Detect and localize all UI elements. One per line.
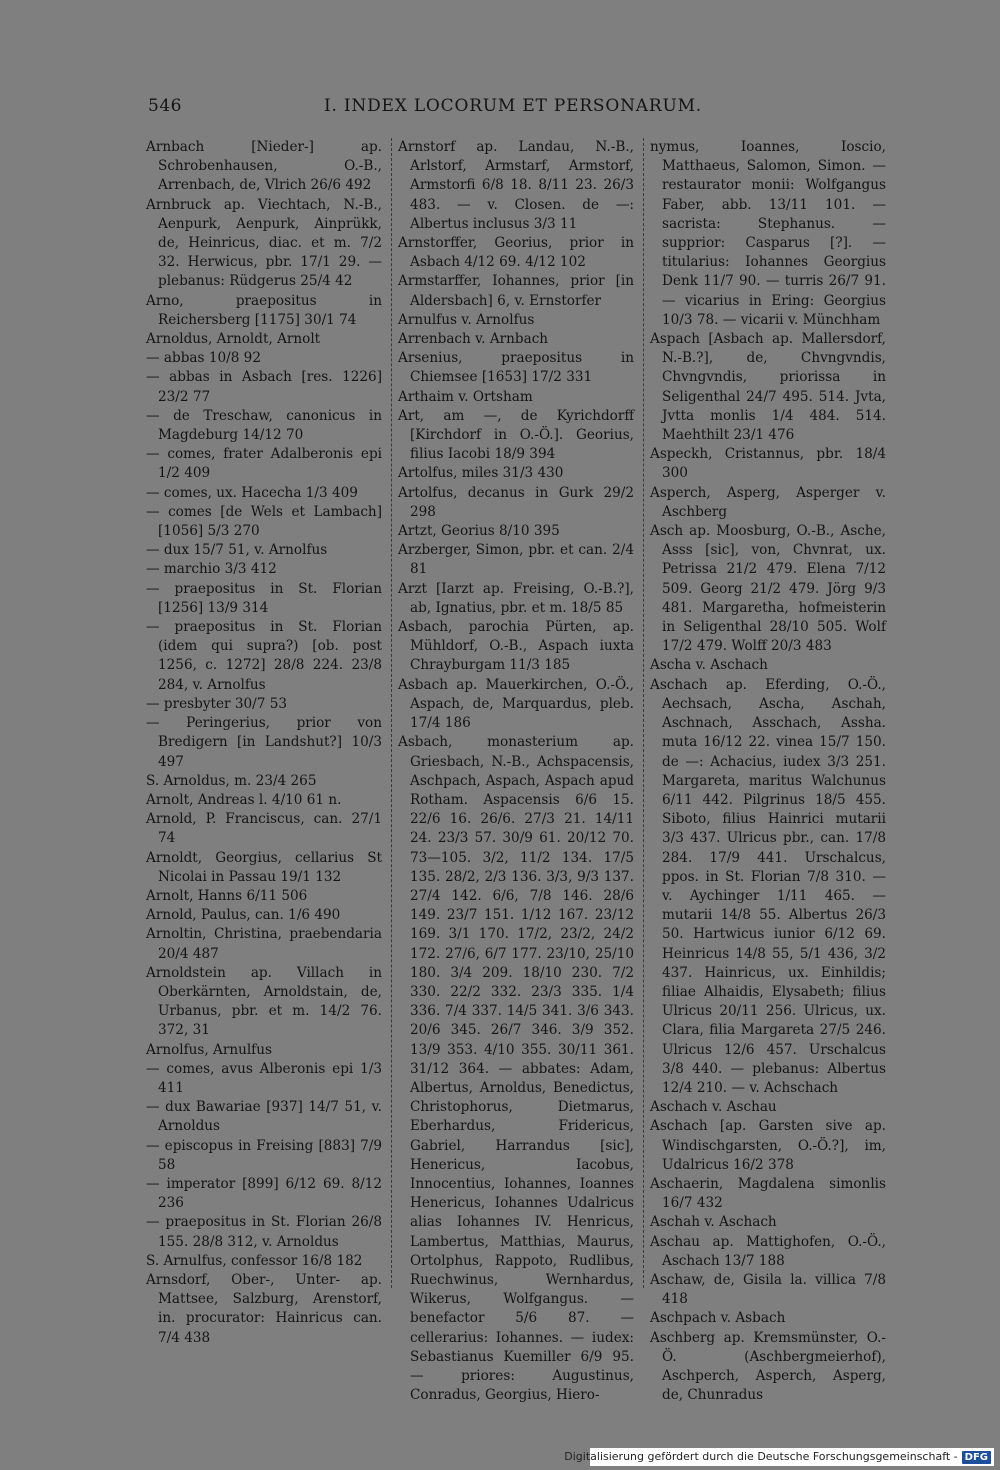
index-entry: Arnulfus v. Arnolfus bbox=[398, 311, 535, 328]
index-entry: — praepositus in St. Florian (idem qui supra?) [ob. post 1256, c. 1272] 28/8 224. 23/8 284, v. Arnolfus bbox=[146, 619, 382, 693]
index-entry: — presbyter 30/7 53 bbox=[146, 695, 287, 712]
column-divider bbox=[643, 138, 644, 1288]
index-entry: Armstarffer, Iohannes, prior [in Aldersbach] 6, v. Ernstorfer bbox=[398, 273, 634, 309]
index-entry: Artolfus, decanus in Gurk 29/2 298 bbox=[398, 484, 634, 520]
index-entry: Arnold, P. Franciscus, can. 27/1 74 bbox=[146, 811, 382, 847]
index-entry: Arno, praepositus in Reichersberg [1175] 30/1 74 bbox=[146, 292, 382, 328]
index-entry: Asbach ap. Mauerkirchen, O.-Ö., Aspach, de, Marquardus, pleb. 17/4 186 bbox=[398, 676, 634, 732]
index-entry: Arnolfus, Arnulfus bbox=[146, 1041, 272, 1058]
dfg-logo: DFG bbox=[962, 1451, 991, 1464]
column-divider bbox=[391, 138, 392, 1288]
index-entry: — marchio 3/3 412 bbox=[146, 561, 277, 578]
index-entry: — praepositus in St. Florian 26/8 155. 28/8 312, v. Arnoldus bbox=[146, 1214, 382, 1250]
index-entry: — dux Bawariae [937] 14/7 51, v. Arnoldus bbox=[146, 1099, 382, 1135]
index-entry: — praepositus in St. Florian [1256] 13/9 314 bbox=[146, 580, 382, 616]
index-entry: Arsenius, praepositus in Chiemsee [1653] 17/2 331 bbox=[398, 350, 634, 386]
index-entry: Aspeckh, Cristannus, pbr. 18/4 300 bbox=[650, 446, 886, 482]
index-entry: — abbas in Asbach [res. 1226] 23/2 77 bbox=[146, 369, 382, 405]
index-entry: Arthaim v. Ortsham bbox=[398, 388, 533, 405]
index-entry: Arnoldstein ap. Villach in Oberkärnten, Arnoldstain, de, Urbanus, pbr. et m. 14/2 76. 372, 31 bbox=[146, 964, 382, 1039]
index-entry: — comes, ux. Hacecha 1/3 409 bbox=[146, 484, 358, 501]
page-header bbox=[148, 96, 883, 124]
index-entry: Arnolt, Andreas l. 4/10 61 n. bbox=[146, 791, 342, 808]
index-entry: Arnoldus, Arnoldt, Arnolt bbox=[146, 331, 321, 348]
index-entry: S. Arnoldus, m. 23/4 265 bbox=[146, 772, 317, 789]
index-entry: Arzt [Iarzt ap. Freising, O.-B.?], ab, Ignatius, pbr. et m. 18/5 85 bbox=[398, 580, 634, 616]
index-entry: — Peringerius, prior von Bredigern [in Landshut?] 10/3 497 bbox=[146, 715, 382, 770]
index-entry: — de Treschaw, canonicus in Magdeburg 14/12 70 bbox=[146, 407, 382, 444]
index-entry: Ascha v. Aschach bbox=[650, 657, 768, 674]
index-entry: Aschah v. Aschach bbox=[650, 1214, 777, 1231]
index-entry: Asch ap. Moosburg, O.-B., Asche, Asss [sic], von, Chvnrat, ux. Petrissa 21/2 479. Elena 7/12 509. Georg 21/2 479. Jörg 9/3 481. Margaretha, hofmeisterin in Seligenthal 28/10 505. Wolf 17/2 479. Wolff 20/3 483 bbox=[650, 523, 886, 655]
index-entry: Arnstorffer, Georius, prior in Asbach 4/12 69. 4/12 102 bbox=[398, 235, 634, 271]
index-entry: Artolfus, miles 31/3 430 bbox=[398, 465, 564, 482]
index-entry: Arzberger, Simon, pbr. et can. 2/4 81 bbox=[398, 542, 634, 578]
index-column-3 bbox=[650, 138, 886, 1404]
index-entry: Art, am —, de Kyrichdorff [Kirchdorf in O.-Ö.]. Georius, filius Iacobi 18/9 394 bbox=[398, 407, 634, 463]
index-entry: Asbach, monasterium ap. Griesbach, N.-B., Achspacensis, Aschpach, Aspach, Aspach apud Rotham. Aspacensis 6/6 15. 22/6 16. 26/6. 27/3 21. 14/11 24. 23/3 57. 30/9 61. 20/12 70. 73—105. 3/2, 11/2 134. 17/5 135. 28/2, 2/3 136. 3/3, 9/3 137. 27/4 142. 6/6, 7/8 146. 28/6 149. 23/7 151. 1/12 167. 23/12 169. 3/1 170. 17/2, 23/2, 24/2 172. 27/6, 6/7 177. 23/10, 25/10 180. 3/4 209. 18/10 230. 7/2 330. 22/2 332. 23/3 335. 1/4 336. 7/4 337. 14/5 341. 3/6 343. 20/6 345. 26/7 346. 3/9 352. 13/9 353. 4/10 355. 30/11 361. 31/12 364. — abbates: Adam, Albertus, Arnoldus, Benedictus, Christophorus, Dietmarus, Eberhardus, Fridericus, Gabriel, Harrandus [sic], Henericus, Iacobus, Innocentius, Iohannes, Ioannes Henericus, Iohannes Udalricus alias Iohannes IV. Henricus, Lambertus, Matthias, Maurus, Ortolphus, Rappoto, Rudlibus, Ruechwinus, Wernhardus, Wikerus, Wolfgangus. — benefactor 5/6 87. — cellerarius: Iohannes. — iudex: Sebastianus Kuemiller 6/9 95. — priores: Augustinus, Conradus, Georgius, Hiero- bbox=[398, 734, 634, 1404]
index-column-1 bbox=[146, 138, 382, 1346]
index-entry: — comes, avus Alberonis epi 1/3 411 bbox=[146, 1060, 382, 1096]
index-entry: — imperator [899] 6/12 69. 8/12 236 bbox=[146, 1175, 382, 1212]
index-entry: Aschach v. Aschau bbox=[650, 1099, 777, 1116]
index-entry: Arnbruck ap. Viechtach, N.-B., Aenpurk, Aenpurk, Ainprükk, de, Heinricus, diac. et m. 7/2 32. Herwicus, pbr. 17/1 29. — plebanus: Rüdgerus 25/4 42 bbox=[146, 196, 382, 290]
index-entry: Arnolt, Hanns 6/11 506 bbox=[146, 887, 308, 904]
index-entry: Arnbach [Nieder-] ap. Schrobenhausen, O.-B., Arrenbach, de, Vlrich 26/6 492 bbox=[146, 139, 382, 194]
index-entry: — dux 15/7 51, v. Arnolfus bbox=[146, 542, 328, 559]
index-entry: Aschaerin, Magdalena simonlis 16/7 432 bbox=[650, 1175, 886, 1212]
index-column-2 bbox=[398, 138, 634, 1404]
index-entry: — comes, frater Adalberonis epi 1/2 409 bbox=[146, 446, 382, 482]
index-entry: Aschau ap. Mattighofen, O.-Ö., Aschach 13/7 188 bbox=[650, 1233, 886, 1269]
index-entry: — comes [de Wels et Lambach] [1056] 5/3 270 bbox=[146, 503, 382, 540]
index-entry: Arnoldt, Georgius, cellarius St Nicolai in Passau 19/1 132 bbox=[146, 849, 382, 885]
index-entry: Artzt, Georius 8/10 395 bbox=[398, 523, 560, 540]
index-entry: Aspach [Asbach ap. Mallersdorf, N.-B.?], de, Chvngvndis, Chvngvndis, priorissa in Seligenthal 24/7 495. 514. Jvta, Jvtta monlis 1/4 484. 514. Maehthilt 23/1 476 bbox=[650, 331, 886, 444]
index-entry: Aschaw, de, Gisila la. villica 7/8 418 bbox=[650, 1271, 886, 1308]
index-entry: Aschach ap. Eferding, O.-Ö., Aechsach, Ascha, Aschah, Aschnach, Asschach, Assha. muta 16/12 22. vinea 15/7 150. de —: Achacius, iudex 3/3 251. Margareta, maritus Walchunus 6/11 442. Pilgrinus 18/5 455. Siboto, filius Hainrici mutarii 3/3 437. Ulricus pbr., can. 17/8 284. 17/9 441. Urschalcus, ppos. in St. Florian 7/8 310. — v. Aychinger 1/11 465. — mutarii 14/8 55. Albertus 26/3 50. Hartwicus iunior 6/12 69. Heinricus 14/8 55, 5/1 436, 3/2 437. Hainricus, ux. Einhildis; filiae Alhaidis, Elysabeth; filius Ulricus 20/11 256. Ulricus, ux. Clara, filia Margareta 27/5 246. Ulricus 12/6 457. Urschalcus 3/8 440. — plebanus: Albertus 12/4 210. — v. Achschach bbox=[650, 676, 886, 1096]
index-entry: Aschpach v. Asbach bbox=[650, 1310, 786, 1327]
footer-credit bbox=[564, 1448, 994, 1466]
index-entry: Arnold, Paulus, can. 1/6 490 bbox=[146, 907, 341, 924]
running-title: I. INDEX LOCORUM ET PERSONARUM. bbox=[323, 96, 703, 116]
index-entry: — episcopus in Freising [883] 7/9 58 bbox=[146, 1137, 382, 1173]
index-entry: Aschberg ap. Kremsmünster, O.-Ö. (Aschbergmeierhof), Aschperch, Asperch, Asperg, de, Chunradus bbox=[650, 1329, 886, 1404]
footer-text: Digitalisierung gefördert durch die Deutsche Forschungsgemeinschaft - bbox=[564, 1450, 958, 1463]
index-entry: S. Arnulfus, confessor 16/8 182 bbox=[146, 1252, 363, 1269]
index-entry: Arnsdorf, Ober-, Unter- ap. Mattsee, Salzburg, Arenstorf, in. procurator: Hainricus can. 7/4 438 bbox=[146, 1271, 382, 1346]
index-entry: — abbas 10/8 92 bbox=[146, 350, 261, 367]
index-columns bbox=[146, 138, 888, 1404]
index-entry: Asbach, parochia Pürten, ap. Mühldorf, O.-B., Aspach iuxta Chrayburgam 11/3 185 bbox=[398, 619, 634, 674]
index-entry: Aschach [ap. Garsten sive ap. Windischgarsten, O.-Ö.?], im, Udalricus 16/2 378 bbox=[650, 1118, 886, 1173]
index-entry: Arnoltin, Christina, praebendaria 20/4 487 bbox=[146, 926, 382, 962]
index-entry: Arnstorf ap. Landau, N.-B., Arlstorf, Armstarf, Armstorf, Armstorfi 6/8 18. 8/11 23. 26/3 483. — v. Closen. de —: Albertus inclusus 3/3 11 bbox=[398, 139, 634, 232]
page-number: 546 bbox=[148, 96, 182, 116]
index-entry: nymus, Ioannes, Ioscio, Matthaeus, Salomon, Simon. — restaurator monii: Wolfgangus Faber, abb. 13/11 101. — sacrista: Stephanus. — supprior: Casparus [?]. — titularius: Iohannes Georgius Denk 11/7 90. — turris 26/7 91. — vicarius in Ering: Georgius 10/3 78. — vicarii v. Münchham bbox=[650, 139, 886, 328]
index-entry: Arrenbach v. Arnbach bbox=[398, 331, 549, 348]
index-entry: Asperch, Asperg, Asperger v. Aschberg bbox=[650, 484, 886, 520]
